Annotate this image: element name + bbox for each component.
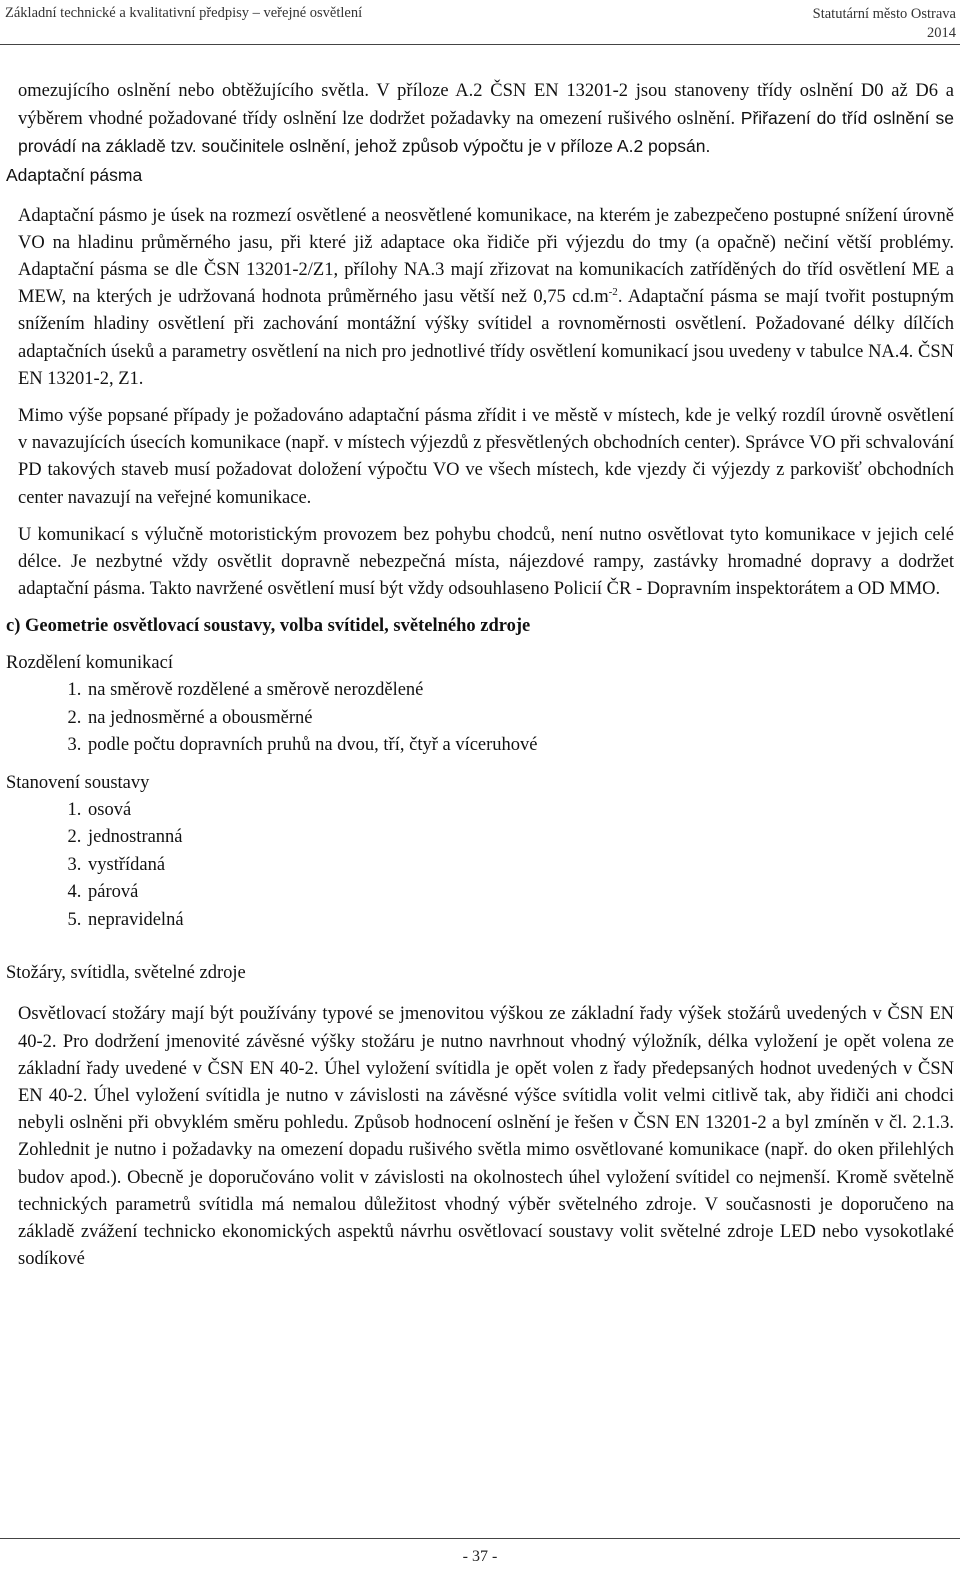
header-year: 2014	[927, 25, 956, 41]
section-c-heading: c) Geometrie osvětlovací soustavy, volba svítidel, světelného zdroje	[6, 616, 531, 637]
system-list	[18, 797, 954, 935]
page-number: - 37 -	[462, 1548, 498, 1565]
division-heading: Rozdělení komunikací	[6, 653, 173, 674]
poles-heading: Stožáry, svítidla, světelné zdroje	[6, 963, 246, 984]
adaptation-superscript: -2	[608, 286, 618, 299]
page-content	[6, 78, 954, 1273]
adaptation-paragraph-2: Mimo výše popsané případy je požadováno adaptační pásma zřídit i ve městě v místech, kde je velký rozdíl úrovně osvětlení v navazujících úsecích komunikace (např. v místech výjezdů z přesvětlených obchodních center). Správce VO při schvalování PD takových staveb musí požadovat doložení výpočtu VO ve všech místech, kde vjezdy či výjezdy z parkovišť obchodních center navazují na veřejné komunikace.	[18, 406, 954, 508]
header-organization	[813, 5, 956, 43]
adaptation-text-1: Adaptační pásmo je úsek na rozmezí osvětlené a neosvětlené komunikace, na kterém je zabezpečeno postupné snížení úrovně VO na hladinu průměrného jasu, při které již adaptace oka řidiče při výjezdu do tmy (a opačně) nečiní větší problémy. Adaptační pásma se dle ČSN 13201-2/Z1, přílohy NA.3 mají zřizovat na komunikacích zatříděných do tříd osvětlení ME a MEW, na kterých je udržovaná hodnota průměrného jasu větší než 0,75 cd.m	[18, 205, 954, 308]
intro-text: omezujícího oslnění nebo obtěžujícího světla. V příloze A.2 ČSN EN 13201-2 jsou stanoveny třídy oslnění D0 až D6 a výběrem vhodné požadované třídy oslnění lze dodržet požadavky na omezení rušivého oslnění.	[18, 81, 954, 130]
header-rule	[0, 44, 960, 45]
intro-text-sans: Přiřazení do tříd oslnění se provádí na základě tzv. součinitele oslnění, jehož způsob výpočtu je v příloze A.2 popsán.	[18, 108, 954, 157]
list-item: 2. na jednosměrné a obousměrné	[86, 705, 954, 733]
adaptation-text-1-tail: . Adaptační pásma se mají tvořit postupným snížením hladiny osvětlení při zachování montážní výšky svítidel a rovnoměrnosti osvětlení. Požadované délky dílčích adaptačních úseků a parametry osvětlení na nich pro jednotlivé třídy osvětlení komunikací jsou uvedeny v tabulce NA.4. ČSN EN 13201-2, Z1.	[18, 287, 954, 389]
list-item: 3. podle počtu dopravních pruhů na dvou, tří, čtyř a víceruhové	[86, 732, 954, 760]
poles-paragraph: Osvětlovací stožáry mají být používány typové se jmenovitou výškou ze základní řady výšek stožárů uvedených v ČSN EN 40-2. Pro dodržení jmenovité závěsné výšky stožáru je nutno navrhnout vhodný výložník, délka vyložení je opět volena ze základní řady uvedené v ČSN EN 40-2. Úhel vyložení svítidla je opět volen z řady předepsaných hodnot uvedených v ČSN EN 40-2. Úhel vyložení svítidla je nutno v závislosti na závěsné výšce svítidla volit velmi citlivě tak, aby řidiči ani chodci nebyli oslněni při obvyklém směru pohledu. Způsob hodnocení oslnění je řešen v ČSN EN 13201-2 a byl zmíněn v čl. 2.1.3. Zohlednit je nutno i požadavky na omezení dopadu rušivého světla mimo osvětlované komunikace (např. do oken přilehlých budov apod.). Obecně je doporučováno volit v závislosti na okolnostech úhel vyložení svítidel co nejmenší. Kromě světelně technických parametrů svítidla má nemalou důležitost vhodný výběr světelného zdroje. V současnosti je doporučeno na základě zvážení technicko ekonomických aspektů návrhu osvětlovací soustavy volit světelné zdroje LED nebo vysokotlaké sodíkové	[18, 1004, 954, 1270]
header-document-title: Základní technické a kvalitativní předpisy – veřejné osvětlení	[5, 5, 363, 21]
adaptation-paragraph-3: U komunikací s výlučně motoristickým provozem bez pohybu chodců, není nutno osvětlovat tyto komunikace v jejich celé délce. Je nezbytné vždy osvětlit dopravně nebezpečná místa, nájezdové rampy, zastávky hromadné dopravy a dodržet adaptační pásma. Takto navržené osvětlení musí být vždy odsouhlaseno Policií ČR - Dopravním inspektorátem a OD MMO.	[18, 524, 954, 600]
list-item: 5. nepravidelná	[86, 907, 954, 935]
system-heading: Stanovení soustavy	[6, 772, 150, 793]
adaptation-paragraph-1	[18, 203, 954, 393]
footer-rule	[0, 1538, 960, 1539]
adaptation-heading: Adaptační pásma	[6, 164, 143, 185]
list-item: 3. vystřídaná	[86, 852, 954, 880]
list-item: 2. jednostranná	[86, 824, 954, 852]
division-list	[18, 677, 954, 760]
list-item: 1. osová	[86, 797, 954, 825]
list-item: 4. párová	[86, 879, 954, 907]
intro-paragraph	[18, 78, 954, 162]
list-item: 1. na směrově rozdělené a směrově nerozdělené	[86, 677, 954, 705]
page-header	[0, 0, 960, 46]
header-org-name: Statutární město Ostrava	[812, 6, 956, 22]
